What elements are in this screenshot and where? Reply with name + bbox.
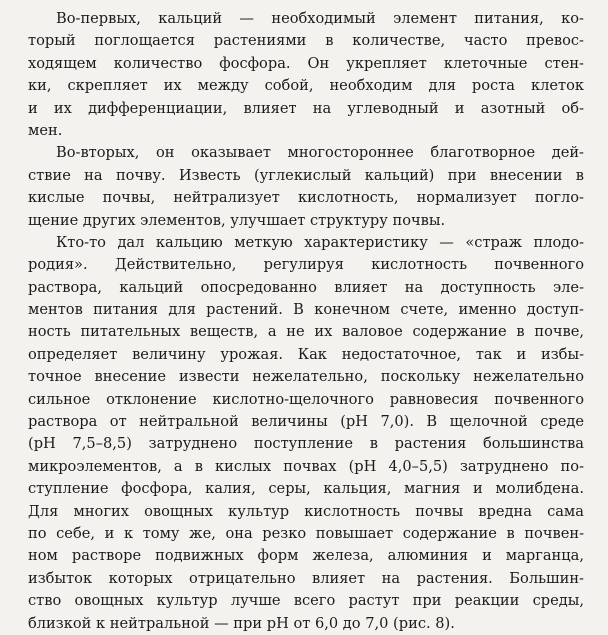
text-line: ствие на почву. Известь (углекислый кальций) при внесении в bbox=[28, 166, 584, 184]
text-line: Для многих овощных культур кислотность почвы вредна сама bbox=[28, 502, 584, 520]
text-line: Во-вторых, он оказывает многостороннее благотворное дей- bbox=[56, 144, 584, 162]
text-line: торый поглощается растениями в количестве, часто превос- bbox=[28, 32, 584, 50]
text-line: и их дифференциации, влияет на углеводный и азотный об- bbox=[28, 99, 584, 117]
text-line: определяет величину урожая. Как недостаточное, так и избы- bbox=[28, 345, 584, 363]
text-line: раствора от нейтральной величины (pH 7,0). В щелочной среде bbox=[28, 413, 584, 431]
text-line: ступление фосфора, калия, серы, кальция, магния и молибдена. bbox=[28, 480, 584, 498]
text-line: по себе, и к тому же, она резко повышает содержание в почвен- bbox=[28, 524, 584, 542]
text-line: кислые почвы, нейтрализует кислотность, нормализует погло- bbox=[28, 189, 584, 207]
text-line: раствора, кальций опосредованно влияет на доступность эле- bbox=[28, 278, 584, 296]
text-line: мен. bbox=[28, 121, 63, 139]
text-line: Кто-то дал кальцию меткую характеристику — «страж плодо- bbox=[56, 233, 584, 251]
text-line: ходящем количество фосфора. Он укрепляет клеточные стен- bbox=[28, 54, 584, 72]
text-line: близкой к нейтральной — при pH от 6,0 до 7,0 (рис. 8). bbox=[28, 614, 455, 632]
paragraph-calcium-nutrition bbox=[28, 8, 584, 142]
document-page bbox=[28, 8, 584, 632]
text-line: точное внесение извести нежелательно, поскольку нежелательно bbox=[28, 368, 584, 386]
paragraph-fertility-guardian bbox=[28, 232, 584, 635]
text-line: ном растворе подвижных форм железа, алюминия и марганца, bbox=[28, 547, 584, 565]
text-line: (pH 7,5–8,5) затруднено поступление в растения большинства bbox=[28, 435, 584, 453]
text-line: ство овощных культур лучше всего растут при реакции среды, bbox=[28, 592, 584, 610]
text-line: Во-первых, кальций — необходимый элемент питания, ко- bbox=[56, 10, 584, 27]
text-line: избыток которых отрицательно влияет на растения. Большин- bbox=[28, 569, 584, 587]
paragraph-soil-effect bbox=[28, 142, 584, 232]
text-line: ность питательных веществ, а не их валовое содержание в почве, bbox=[28, 323, 584, 341]
text-line: ки, скрепляет их между собой, необходим для роста клеток bbox=[28, 77, 584, 95]
text-line: ментов питания для растений. В конечном счете, именно доступ- bbox=[28, 301, 584, 319]
text-line: родия». Действительно, регулируя кислотность почвенного bbox=[28, 256, 584, 274]
text-line: микроэлементов, а в кислых почвах (pH 4,0–5,5) затруднено по- bbox=[28, 457, 584, 475]
text-line: сильное отклонение кислотно-щелочного равновесия почвенного bbox=[28, 390, 584, 408]
text-line: щение других элементов, улучшает структуру почвы. bbox=[28, 211, 446, 229]
